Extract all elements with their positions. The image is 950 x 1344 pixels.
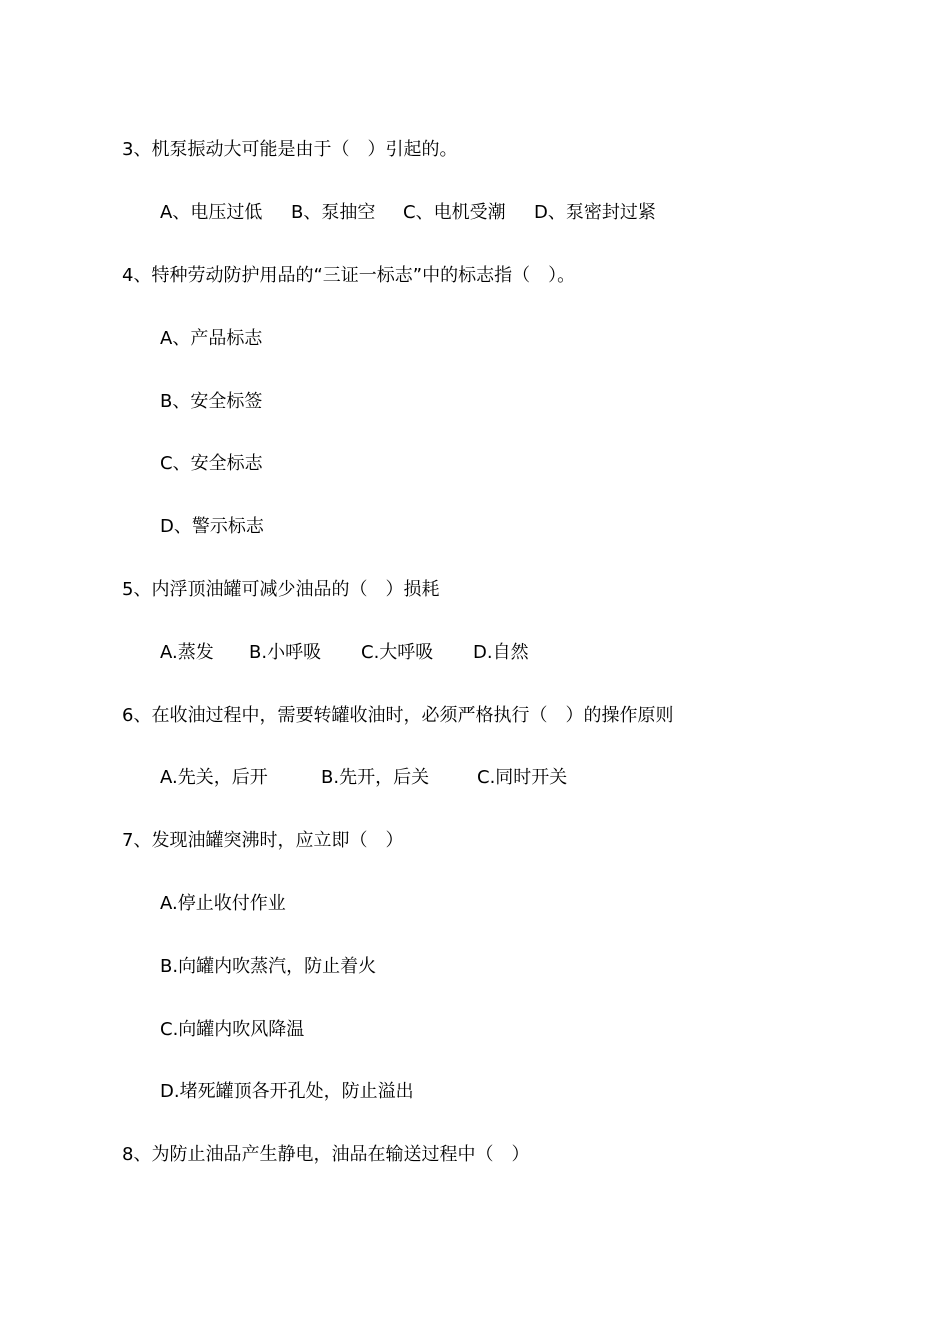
question-4-option-c: C、安全标志	[160, 453, 263, 474]
question-6-option-a: A.先关，后开	[160, 767, 268, 788]
question-6-option-c: C.同时开关	[477, 767, 568, 788]
question-5-option-b: B.小呼吸	[249, 642, 322, 663]
question-6-options	[160, 765, 567, 791]
question-6-stem: 6、在收油过程中，需要转罐收油时，必须严格执行（ ）的操作原则	[122, 705, 674, 726]
question-4-option-b: B、安全标签	[160, 391, 263, 412]
question-5-options	[160, 640, 529, 666]
question-7-option-c: C.向罐内吹风降温	[160, 1019, 305, 1040]
question-3-stem: 3、机泵振动大可能是由于（ ）引起的。	[122, 139, 458, 160]
question-3-option-d: D、泵密封过紧	[534, 202, 656, 223]
question-6-option-b: B.先开，后关	[321, 767, 430, 788]
question-7-stem: 7、发现油罐突沸时，应立即（ ）	[122, 830, 404, 851]
question-5-option-c: C.大呼吸	[361, 642, 434, 663]
question-3-option-a: A、电压过低	[160, 202, 263, 223]
question-3-option-b: B、泵抽空	[291, 202, 376, 223]
question-4-option-a: A、产品标志	[160, 328, 263, 349]
question-7-option-b: B.向罐内吹蒸汽，防止着火	[160, 956, 377, 977]
question-8-stem: 8、为防止油品产生静电，油品在输送过程中（ ）	[122, 1144, 530, 1165]
question-3-options	[160, 200, 656, 226]
question-5-option-a: A.蒸发	[160, 642, 214, 663]
question-5-option-d: D.自然	[473, 642, 529, 663]
question-4-stem: 4、特种劳动防护用品的“三证一标志”中的标志指（ ）。	[122, 265, 576, 286]
question-3-option-c: C、电机受潮	[403, 202, 506, 223]
question-5-stem: 5、内浮顶油罐可减少油品的（ ）损耗	[122, 579, 440, 600]
question-7-option-a: A.停止收付作业	[160, 893, 286, 914]
question-4-option-d: D、警示标志	[160, 516, 264, 537]
question-7-option-d: D.堵死罐顶各开孔处，防止溢出	[160, 1081, 414, 1102]
